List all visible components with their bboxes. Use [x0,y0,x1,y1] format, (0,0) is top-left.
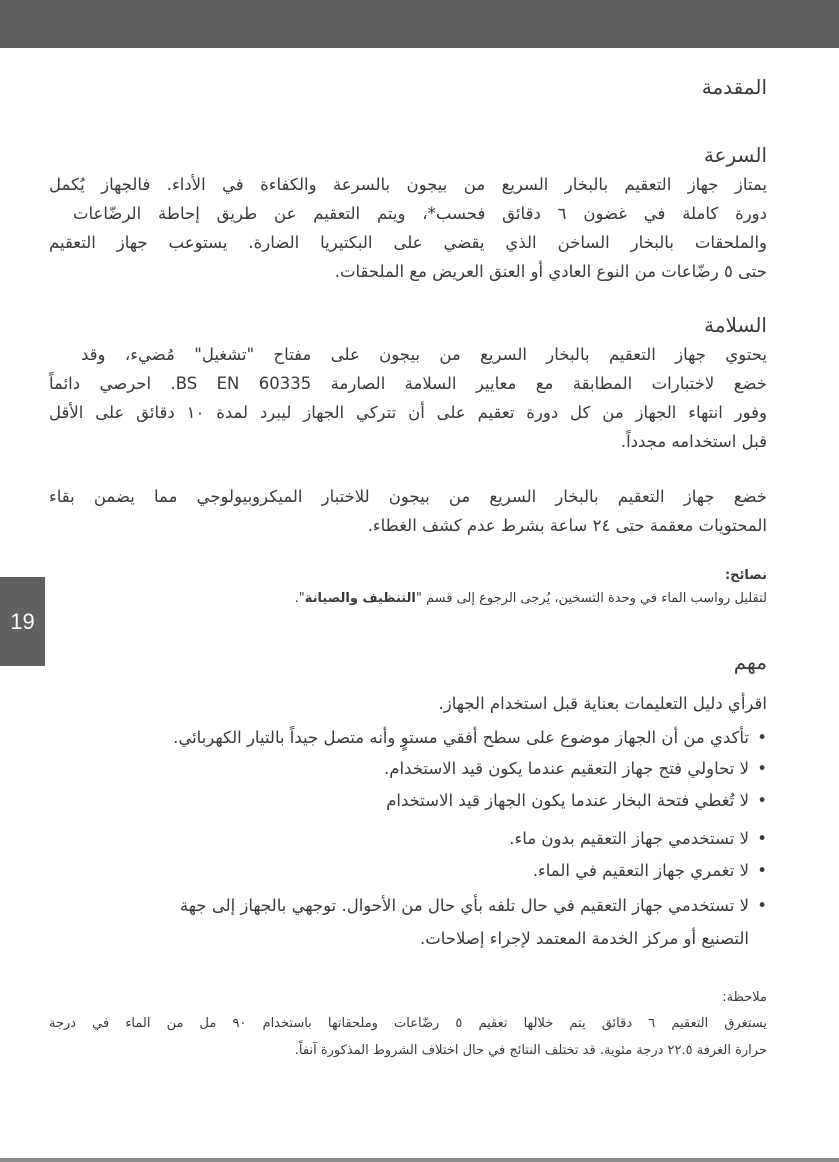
speed-heading: السرعة [703,143,767,167]
important-heading: مهم [733,650,767,674]
bullet-text: لا تستخدمي جهاز التعقيم بدون ماء. [509,829,749,848]
speed-line: دورة كاملة في غضون ٦ دقائق فحسب*، ويتم التعقيم عن طريق إحاطة الرضّاعات [73,204,767,223]
bullet-text: تأكدي من أن الجهاز موضوع على سطح أفقي مستوٍ وأنه متصل جيداً بالتيار الكهربائي. [173,728,749,747]
tips-text-bold: التنظيف والصيانة [304,591,416,606]
bullet-text: لا تحاولي فتح جهاز التعقيم عندما يكون قيد الاستخدام. [384,759,749,778]
speed-line: حتى ٥ رضّاعات من النوع العادي أو العنق العريض مع الملحقات. [334,262,767,281]
important-bullet [384,759,767,778]
safety-line: قبل استخدامه مجدداً. [620,432,767,451]
safety-heading: السلامة [704,313,767,337]
safety-microbio-line: المحتويات معقمة حتى ٢٤ ساعة بشرط عدم كشف الغطاء. [367,516,767,535]
note-line: حرارة الغرفة ٢٢.٥ درجة مئوية. قد تختلف النتائج في حال اختلاف الشروط المذكورة آنفاً. [294,1043,767,1058]
speed-line: والملحقات بالبخار الساخن الذي يقضي على البكتيريا الضارة. يستوعب جهاز التعقيم [49,233,767,252]
bullet-dot: • [757,896,767,915]
bullet-dot: • [757,728,767,747]
speed-line: يمتاز جهاز التعقيم بالبخار السريع من بيجون بالسرعة والكفاءة في الأداء. فالجهاز يُكمل [49,175,767,194]
tips-text [295,591,767,606]
bullet-dot: • [757,791,767,810]
tips-text-after: ". [294,591,305,606]
header-bar [0,0,839,48]
important-bullet [509,829,767,848]
note-line: يستغرق التعقيم ٦ دقائق يتم خلالها تعقيم ٥ رضّاعات وملحقاتها باستخدام ٩٠ مل من الماء في درجة [49,1016,768,1031]
safety-line: خضع لاختبارات المطابقة مع معايير السلامة الصارمة 60335 BS EN. احرصي دائماً [49,374,767,393]
page-number: 19 [10,608,35,634]
safety-line: يحتوي جهاز التعقيم بالبخار السريع من بيجون على مفتاح "تشغيل" مُضيء، وقد [81,345,767,364]
bullet-dot: • [757,829,767,848]
important-bullet [173,728,767,747]
safety-line: وفور انتهاء الجهاز من كل دورة تعقيم على أن تتركي الجهاز ليبرد لمدة ١٠ دقائق على الأقل [49,403,767,422]
bullet-text: لا تغمري جهاز التعقيم في الماء. [532,861,749,880]
footer-line [0,1158,839,1162]
safety-microbio-line: خضع جهاز التعقيم بالبخار السريع من بيجون للاختبار الميكروبيولوجي مما يضمن بقاء [49,487,767,506]
bullet-text: لا تُغطي فتحة البخار عندما يكون الجهاز قيد الاستخدام [386,791,749,810]
important-bullet [533,861,767,880]
important-bullet [180,896,767,915]
bullet-text: لا تستخدمي جهاز التعقيم في حال تلفه بأي حال من الأحوال. توجهي بالجهاز إلى جهة [179,896,749,915]
important-intro: اقرأي دليل التعليمات بعناية قبل استخدام الجهاز. [438,694,767,713]
tips-text-before: لتقليل رواسب الماء في وحدة التسخين، يُرجى الرجوع إلى قسم " [415,591,767,606]
bullet-dot: • [757,759,767,778]
note-title: ملاحظة: [722,990,767,1005]
page-number-tab [0,577,45,666]
important-bullet-continuation: التصنيع أو مركز الخدمة المعتمد لإجراء إصلاحات. [420,929,749,948]
important-bullet [386,791,767,810]
tips-title: نصائح: [724,568,767,583]
intro-heading: المقدمة [701,75,767,99]
bullet-dot: • [757,861,767,880]
